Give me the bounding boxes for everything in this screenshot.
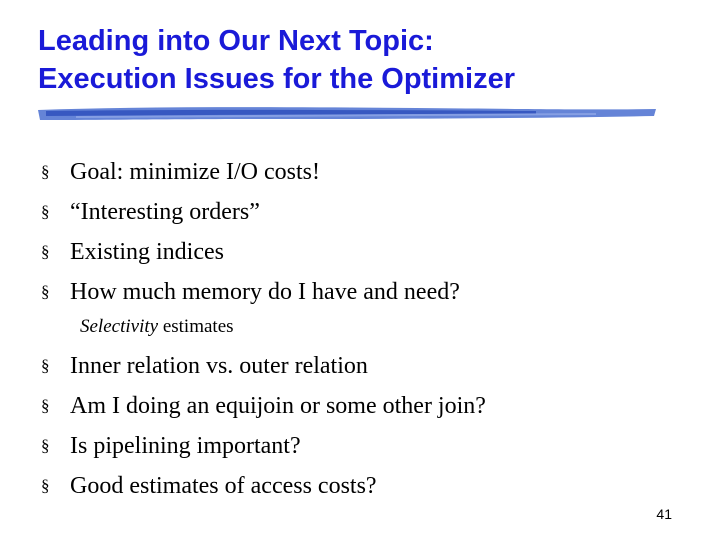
- bullet-text: How much memory do I have and need?: [70, 279, 460, 305]
- bullet-marker: §: [41, 436, 50, 455]
- sub-bullet-emphasis: Selectivity: [80, 316, 159, 337]
- bullet-text: Good estimates of access costs?: [70, 473, 377, 499]
- bullet-marker: §: [41, 242, 50, 261]
- bullet-text: Inner relation vs. outer relation: [70, 353, 368, 379]
- bullet-marker: §: [41, 396, 50, 415]
- bullet-text: “Interesting orders”: [70, 199, 260, 225]
- bullet-text: Am I doing an equijoin or some other join?: [70, 393, 486, 419]
- title-underline-brush: [36, 102, 658, 124]
- slide-title: [38, 22, 698, 98]
- bullet-marker: §: [41, 282, 50, 301]
- title-line-2: Execution Issues for the Optimizer: [38, 63, 515, 95]
- bullet-marker: §: [41, 202, 50, 221]
- page-number: 41: [656, 506, 672, 522]
- sub-bullet-selectivity: [80, 312, 234, 342]
- bullet-marker: §: [41, 356, 50, 375]
- bullet-text: Is pipelining important?: [70, 433, 301, 459]
- title-line-1: Leading into Our Next Topic:: [38, 25, 434, 57]
- bullet-text: Goal: minimize I/O costs!: [70, 159, 320, 185]
- bullet-marker: §: [41, 162, 50, 181]
- bullet-marker: §: [41, 476, 50, 495]
- sub-bullet-text: estimates: [158, 316, 234, 337]
- bullet-text: Existing indices: [70, 239, 224, 265]
